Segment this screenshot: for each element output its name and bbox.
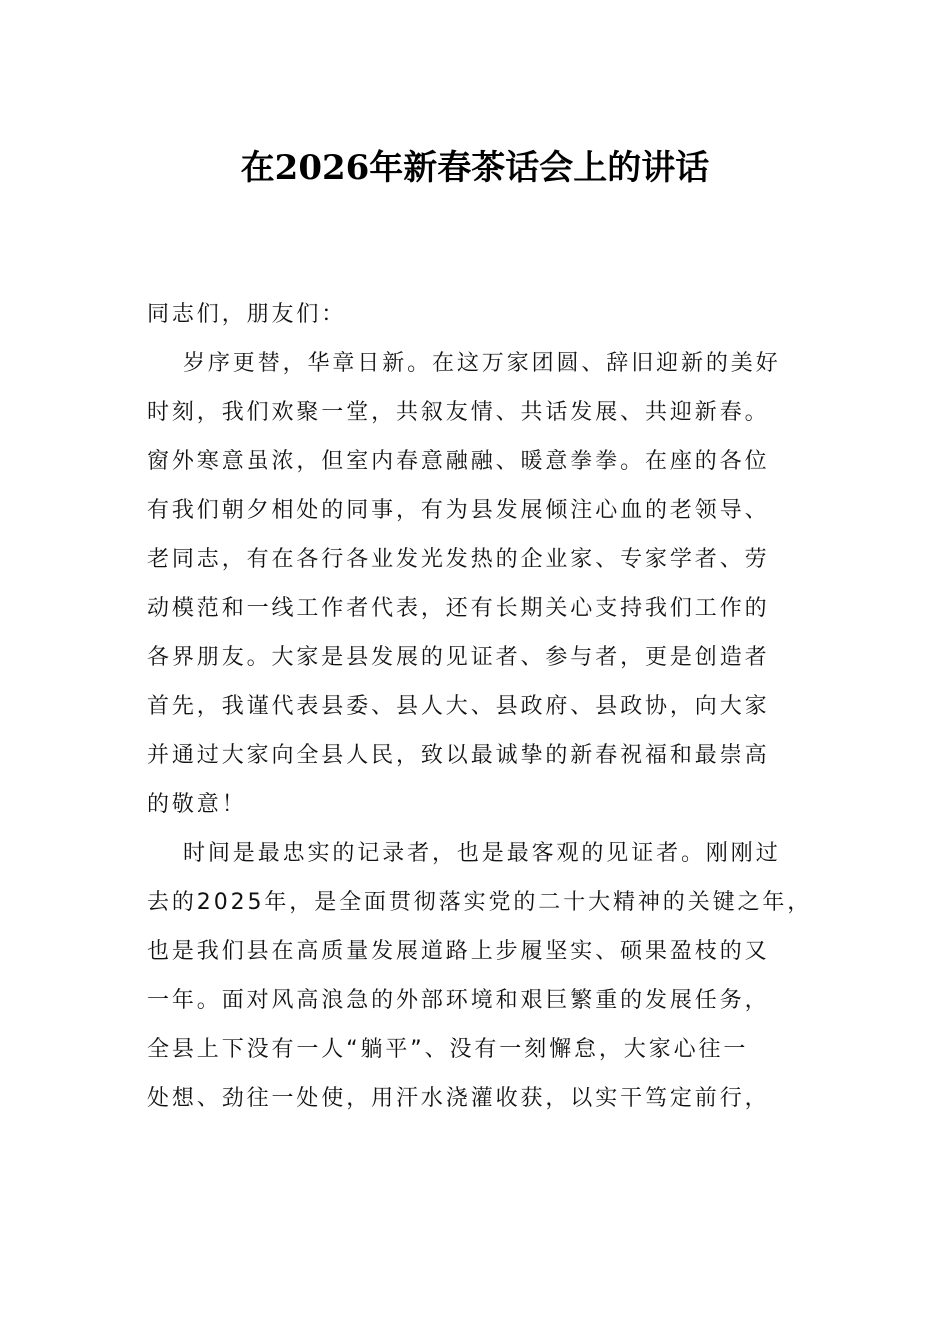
paragraph-line: 全县上下没有一人“躺平”、没有一刻懈怠，大家心往一 — [147, 1037, 749, 1062]
paragraph-line: 也是我们县在高质量发展道路上步履坚实、硕果盈枝的又 — [147, 939, 770, 964]
paragraph-line: 窗外寒意虽浓，但室内春意融融、暖意拳拳。在座的各位 — [147, 449, 770, 474]
paragraph-line: 动模范和一线工作者代表，还有长期关心支持我们工作的 — [147, 596, 770, 621]
paragraph-2 — [147, 836, 827, 1130]
paragraph-1 — [147, 346, 827, 836]
paragraph-line: 岁序更替，华章日新。在这万家团圆、辞旧迎新的美好 — [183, 351, 781, 376]
paragraph-line: 老同志，有在各行各业发光发热的企业家、专家学者、劳 — [147, 547, 770, 572]
salutation: 同志们，朋友们： — [147, 302, 347, 327]
paragraph-line: 各界朋友。大家是县发展的见证者、参与者，更是创造者 — [147, 645, 770, 670]
paragraph-line: 有我们朝夕相处的同事，有为县发展倾注心血的老领导、 — [147, 498, 770, 523]
paragraph-line: 时间是最忠实的记录者，也是最客观的见证者。刚刚过 — [183, 841, 781, 866]
paragraph-line: 时刻，我们欢聚一堂，共叙友情、共话发展、共迎新春。 — [147, 400, 770, 425]
document-title: 在2026年新春茶话会上的讲话 — [240, 148, 710, 188]
paragraph-line: 首先，我谨代表县委、县人大、县政府、县政协，向大家 — [147, 694, 770, 719]
paragraph-line: 的敬意！ — [147, 792, 247, 817]
paragraph-line: 处想、劲往一处使，用汗水浇灌收获，以实干笃定前行， — [147, 1086, 770, 1111]
paragraph-line: 并通过大家向全县人民，致以最诚挚的新春祝福和最崇高 — [147, 743, 770, 768]
document-body — [147, 297, 827, 1130]
paragraph-line: 一年。面对风高浪急的外部环境和艰巨繁重的发展任务， — [147, 988, 770, 1013]
paragraph-line: 去的2025年，是全面贯彻落实党的二十大精神的关键之年， — [147, 890, 813, 915]
